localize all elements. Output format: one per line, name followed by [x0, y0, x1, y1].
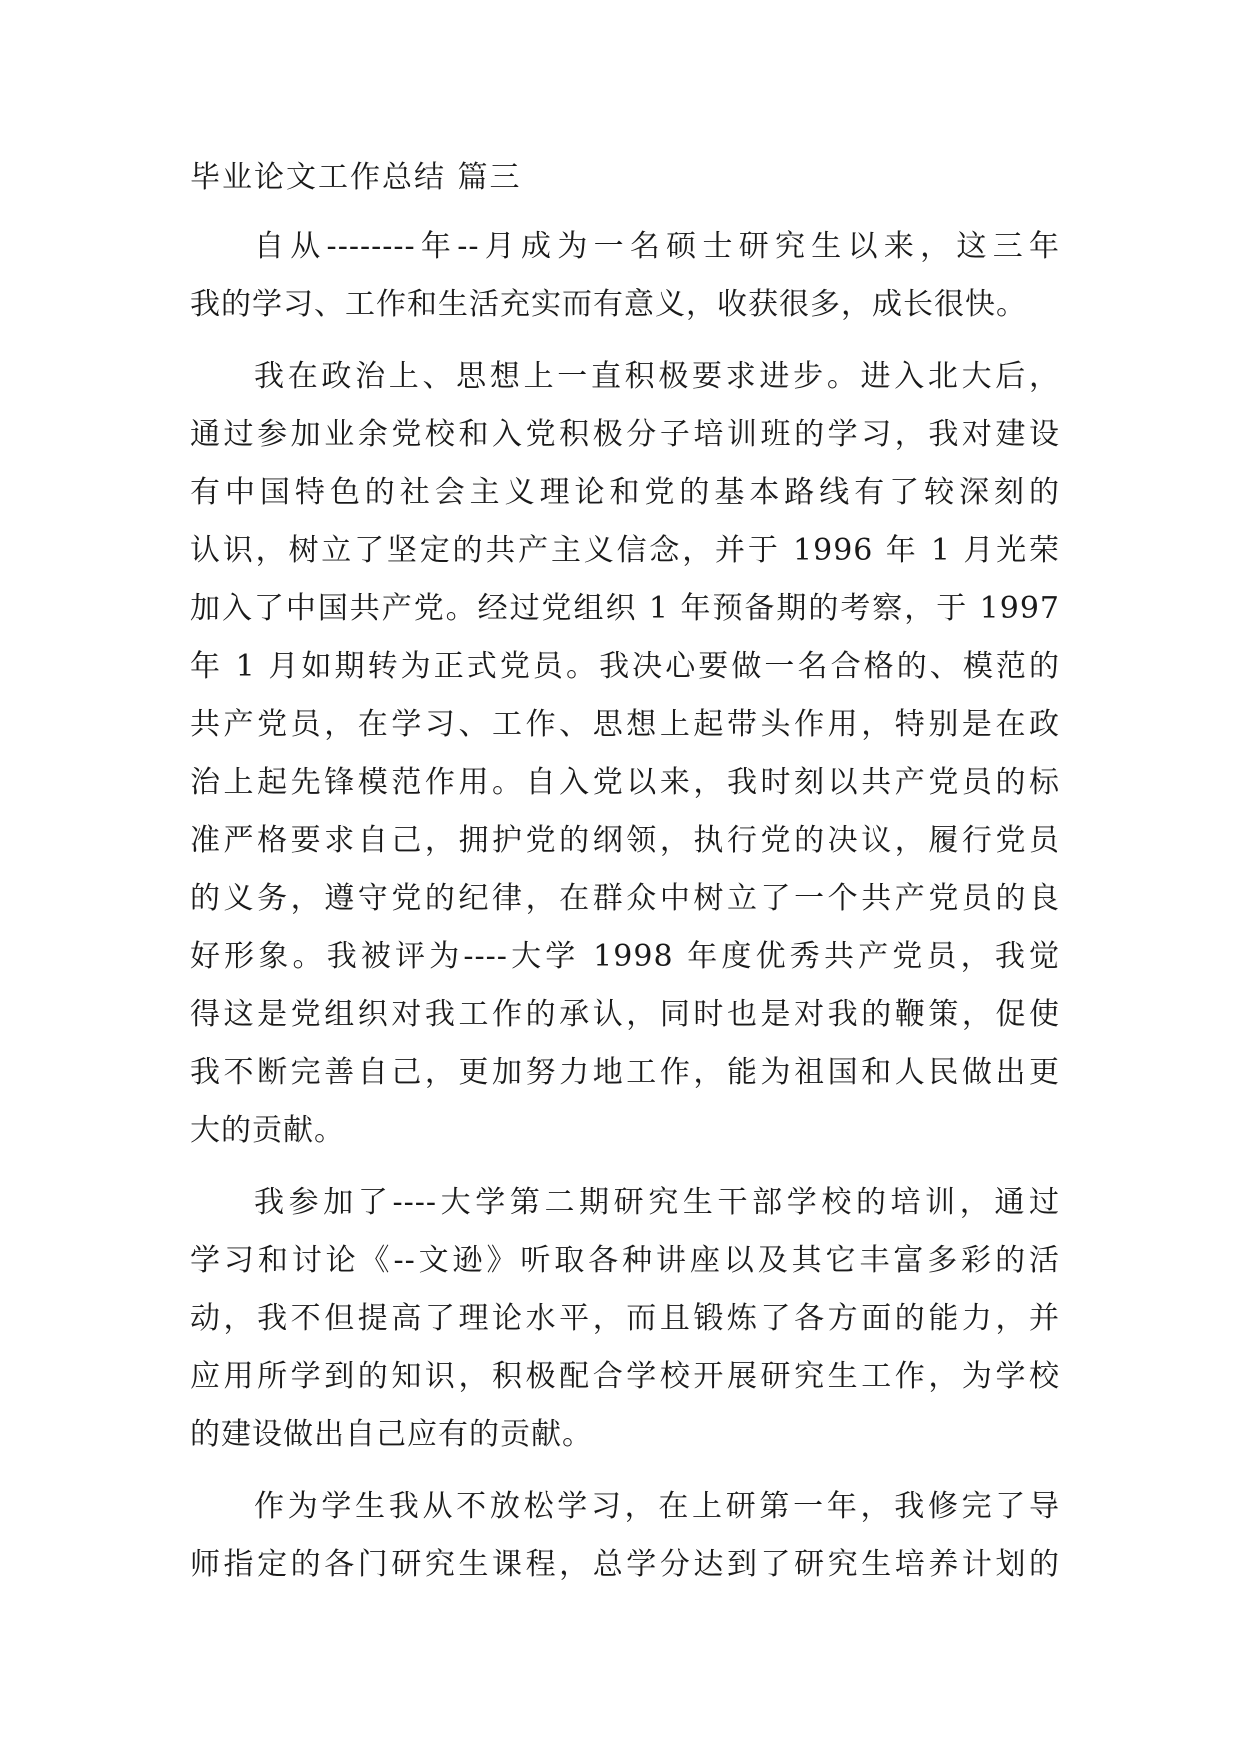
text-line: 治上起先锋模范作用。自入党以来，我时刻以共产党员的标 — [190, 765, 1060, 800]
paragraph — [190, 218, 1060, 334]
paragraph — [190, 1174, 1060, 1464]
paragraph — [190, 1478, 1060, 1594]
text-line: 学习和讨论《--文逊》听取各种讲座以及其它丰富多彩的活 — [190, 1243, 1060, 1278]
text-line: 作为学生我从不放松学习，在上研第一年，我修完了导 — [254, 1489, 1060, 1524]
text-line: 得这是党组织对我工作的承认，同时也是对我的鞭策，促使 — [190, 997, 1060, 1032]
text-line: 的义务，遵守党的纪律，在群众中树立了一个共产党员的良 — [190, 881, 1060, 916]
text-line: 加入了中国共产党。经过党组织 1 年预备期的考察，于 1997 — [190, 591, 1060, 626]
text-line: 认识，树立了坚定的共产主义信念，并于 1996 年 1 月光荣 — [190, 533, 1060, 568]
text-line: 大的贡献。 — [190, 1113, 345, 1148]
document-title: 毕业论文工作总结 篇三 — [190, 160, 522, 195]
text-line: 共产党员，在学习、工作、思想上起带头作用，特别是在政 — [190, 707, 1060, 742]
text-line: 动，我不但提高了理论水平，而且锻炼了各方面的能力，并 — [190, 1301, 1060, 1336]
paragraph — [190, 348, 1060, 1160]
text-line: 准严格要求自己，拥护党的纲领，执行党的决议，履行党员 — [190, 823, 1060, 858]
text-line: 我在政治上、思想上一直积极要求进步。进入北大后， — [254, 359, 1060, 394]
document-page — [190, 158, 1060, 1608]
text-line: 有中国特色的社会主义理论和党的基本路线有了较深刻的 — [190, 475, 1060, 510]
text-line: 师指定的各门研究生课程，总学分达到了研究生培养计划的 — [190, 1547, 1060, 1582]
text-line: 自从--------年--月成为一名硕士研究生以来，这三年 — [254, 229, 1060, 264]
text-line: 我的学习、工作和生活充实而有意义，收获很多，成长很快。 — [190, 287, 1027, 322]
text-line: 的建设做出自己应有的贡献。 — [190, 1417, 593, 1452]
text-line: 年 1 月如期转为正式党员。我决心要做一名合格的、模范的 — [190, 649, 1060, 684]
text-line: 通过参加业余党校和入党积极分子培训班的学习，我对建设 — [190, 417, 1060, 452]
text-line: 我不断完善自己，更加努力地工作，能为祖国和人民做出更 — [190, 1055, 1060, 1090]
text-line: 我参加了----大学第二期研究生干部学校的培训，通过 — [254, 1185, 1060, 1220]
text-line: 好形象。我被评为----大学 1998 年度优秀共产党员，我觉 — [190, 939, 1060, 974]
text-line: 应用所学到的知识，积极配合学校开展研究生工作，为学校 — [190, 1359, 1060, 1394]
